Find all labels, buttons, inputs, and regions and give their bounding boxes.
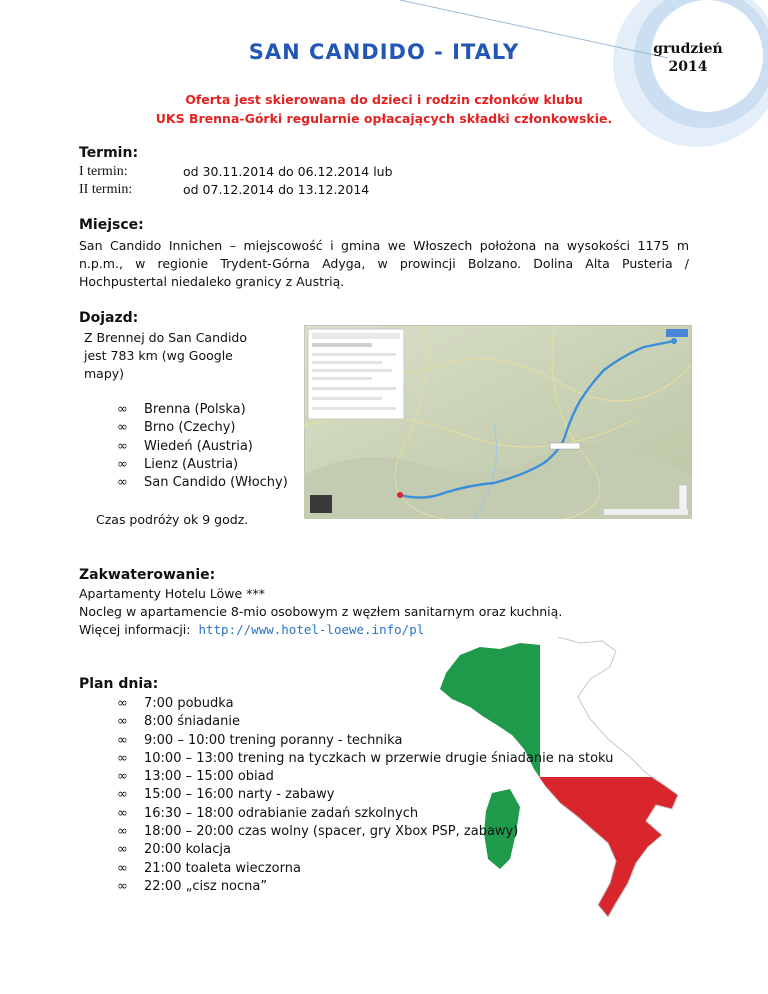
termin-1-value: od 30.11.2014 do 06.12.2014 lub [183, 164, 393, 179]
list-item: ∞ 10:00 – 13:00 trening na tyczkach w przerwie drugie śniadanie na stoku [117, 750, 614, 766]
page-title: SAN CANDIDO - ITALY [248, 40, 520, 64]
route-map-image [304, 325, 692, 519]
hotel-link[interactable]: http://www.hotel-loewe.info/pl [198, 622, 425, 637]
list-item: ∞ Brno (Czechy) [117, 420, 236, 436]
dojazd-intro-line-1: Z Brennej do San Candido [84, 330, 247, 345]
dojazd-heading: Dojazd: [79, 310, 139, 326]
termin-2-value: od 07.12.2014 do 13.12.2014 [183, 182, 370, 197]
list-item: ∞ 20:00 kolacja [117, 842, 231, 858]
more-info-label: Więcej informacji: [79, 622, 191, 637]
miejsce-heading: Miejsce: [79, 217, 144, 233]
termin-heading: Termin: [79, 145, 139, 161]
miejsce-line-2: n.p.m., w regionie Trydent-Górna Adyga, w prowincji Bolzano. Dolina Alta Pusteria / [79, 256, 689, 271]
miejsce-text [79, 237, 689, 291]
list-item: ∞ San Candido (Włochy) [117, 475, 288, 491]
list-item: ∞ 9:00 – 10:00 trening poranny - technika [117, 732, 403, 748]
list-item: ∞ 21:00 toaleta wieczorna [117, 860, 301, 876]
badge-year: 2014 [668, 59, 708, 75]
list-item: ∞ 16:30 – 18:00 odrabianie zadań szkolnych [117, 805, 419, 821]
plan-heading: Plan dnia: [79, 676, 159, 692]
list-item: ∞ Wiedeń (Austria) [117, 438, 253, 454]
travel-time: Czas podróży ok 9 godz. [96, 512, 249, 527]
dojazd-intro-line-3: mapy) [84, 366, 125, 381]
miejsce-line-3: Hochpustertal niedaleko granicy z Austrią. [79, 274, 345, 289]
badge-month: grudzień [653, 41, 723, 57]
hotel-name: Apartamenty Hotelu Löwe *** [79, 586, 265, 601]
miejsce-line-1: San Candido Innichen – miejscowość i gmina we Włoszech położona na wysokości 1175 m [79, 238, 689, 253]
offer-line-2: UKS Brenna-Górki regularnie opłacających składki członkowskie. [155, 111, 613, 126]
route-stops-list [117, 401, 288, 492]
accommodation-details: Nocleg w apartamencie 8-mio osobowym z węzłem sanitarnym oraz kuchnią. [79, 604, 563, 619]
list-item: ∞ 7:00 pobudka [117, 696, 234, 711]
offer-line-1: Oferta jest skierowana do dzieci i rodzin członków klubu [185, 92, 583, 107]
termin-1-label: I termin: [79, 164, 128, 179]
list-item: ∞ 22:00 „cisz nocna” [117, 878, 268, 894]
list-item: ∞ Brenna (Polska) [117, 402, 246, 417]
more-info [79, 621, 424, 639]
termin-2-label: II termin: [79, 182, 133, 197]
list-item: ∞ 13:00 – 15:00 obiad [117, 769, 274, 785]
list-item: ∞ 8:00 śniadanie [117, 714, 240, 730]
list-item: ∞ 18:00 – 20:00 czas wolny (spacer, gry Xbox PSP, zabawy) [117, 824, 519, 840]
dojazd-intro [84, 329, 247, 383]
list-item: ∞ 15:00 – 16:00 narty - zabawy [117, 787, 335, 803]
daily-plan-list [117, 695, 613, 896]
offer-note [0, 90, 768, 128]
list-item: ∞ Lienz (Austria) [117, 456, 239, 472]
zakwaterowanie-heading: Zakwaterowanie: [79, 567, 216, 583]
dojazd-intro-line-2: jest 783 km (wg Google [84, 348, 233, 363]
